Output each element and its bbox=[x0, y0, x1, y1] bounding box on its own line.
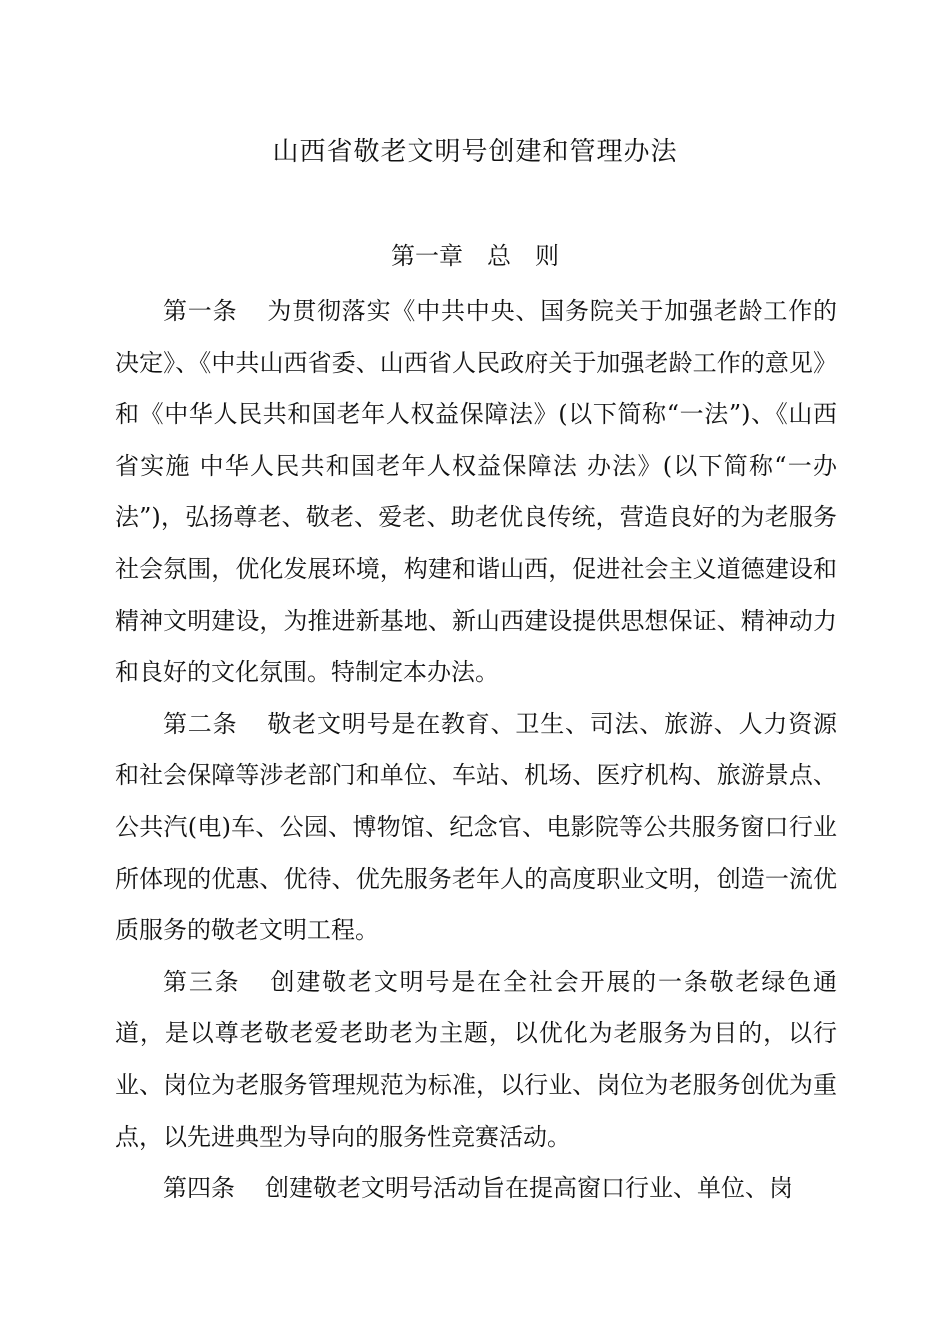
document-body bbox=[115, 286, 837, 1215]
article-1-text: 为贯彻落实《中共中央、国务院关于加强老龄工作的决定》、《中共山西省委、山西省人民政府关于加强老龄工作的意见》和《中华人民共和国老年人权益保障法》(以下简称“一法”)、《山西省实施 中华人民共和国老年人权益保障法 办法》(以下简称“一办法”)，弘扬尊老、敬老、爱老、助老优良传统，营造良好的为老服务社会氛围，优化发展环境，构建和谐山西，促进社会主义道德建设和精神文明建设，为推进新基地、新山西建设提供思想保证、精神动力和良好的文化氛围。特制定本办法。 bbox=[115, 297, 838, 687]
article-2-text: 敬老文明号是在教育、卫生、司法、旅游、人力资源和社会保障等涉老部门和单位、车站、机场、医疗机构、旅游景点、公共汽(电)车、公园、博物馆、纪念官、电影院等公共服务窗口行业所体现的优惠、优待、优先服务老年人的高度职业文明，创造一流优质服务的敬老文明工程。 bbox=[115, 709, 838, 945]
article-4-text: 创建敬老文明号活动旨在提高窗口行业、单位、岗 bbox=[265, 1174, 793, 1203]
article-3-label: 第三条 bbox=[163, 967, 241, 996]
article-3 bbox=[115, 957, 837, 1163]
document-title: 山西省敬老文明号创建和管理办法 bbox=[272, 137, 678, 167]
article-3-text: 创建敬老文明号是在全社会开展的一条敬老绿色通道，是以尊老敬老爱老助老为主题，以优化为老服务为目的，以行业、岗位为老服务管理规范为标准，以行业、岗位为老服务创优为重点，以先进典型为导向的服务性竞赛活动。 bbox=[115, 967, 837, 1151]
article-4-label: 第四条 bbox=[163, 1174, 235, 1203]
article-1 bbox=[115, 286, 837, 699]
article-4 bbox=[115, 1163, 837, 1215]
article-2-label: 第二条 bbox=[163, 709, 238, 738]
chapter-name-part1: 总 bbox=[487, 242, 511, 270]
article-2 bbox=[115, 699, 837, 957]
chapter-number: 第一章 bbox=[391, 242, 463, 270]
article-1-label: 第一条 bbox=[163, 297, 238, 325]
chapter-name-part2: 则 bbox=[535, 242, 559, 270]
chapter-heading bbox=[0, 238, 950, 274]
